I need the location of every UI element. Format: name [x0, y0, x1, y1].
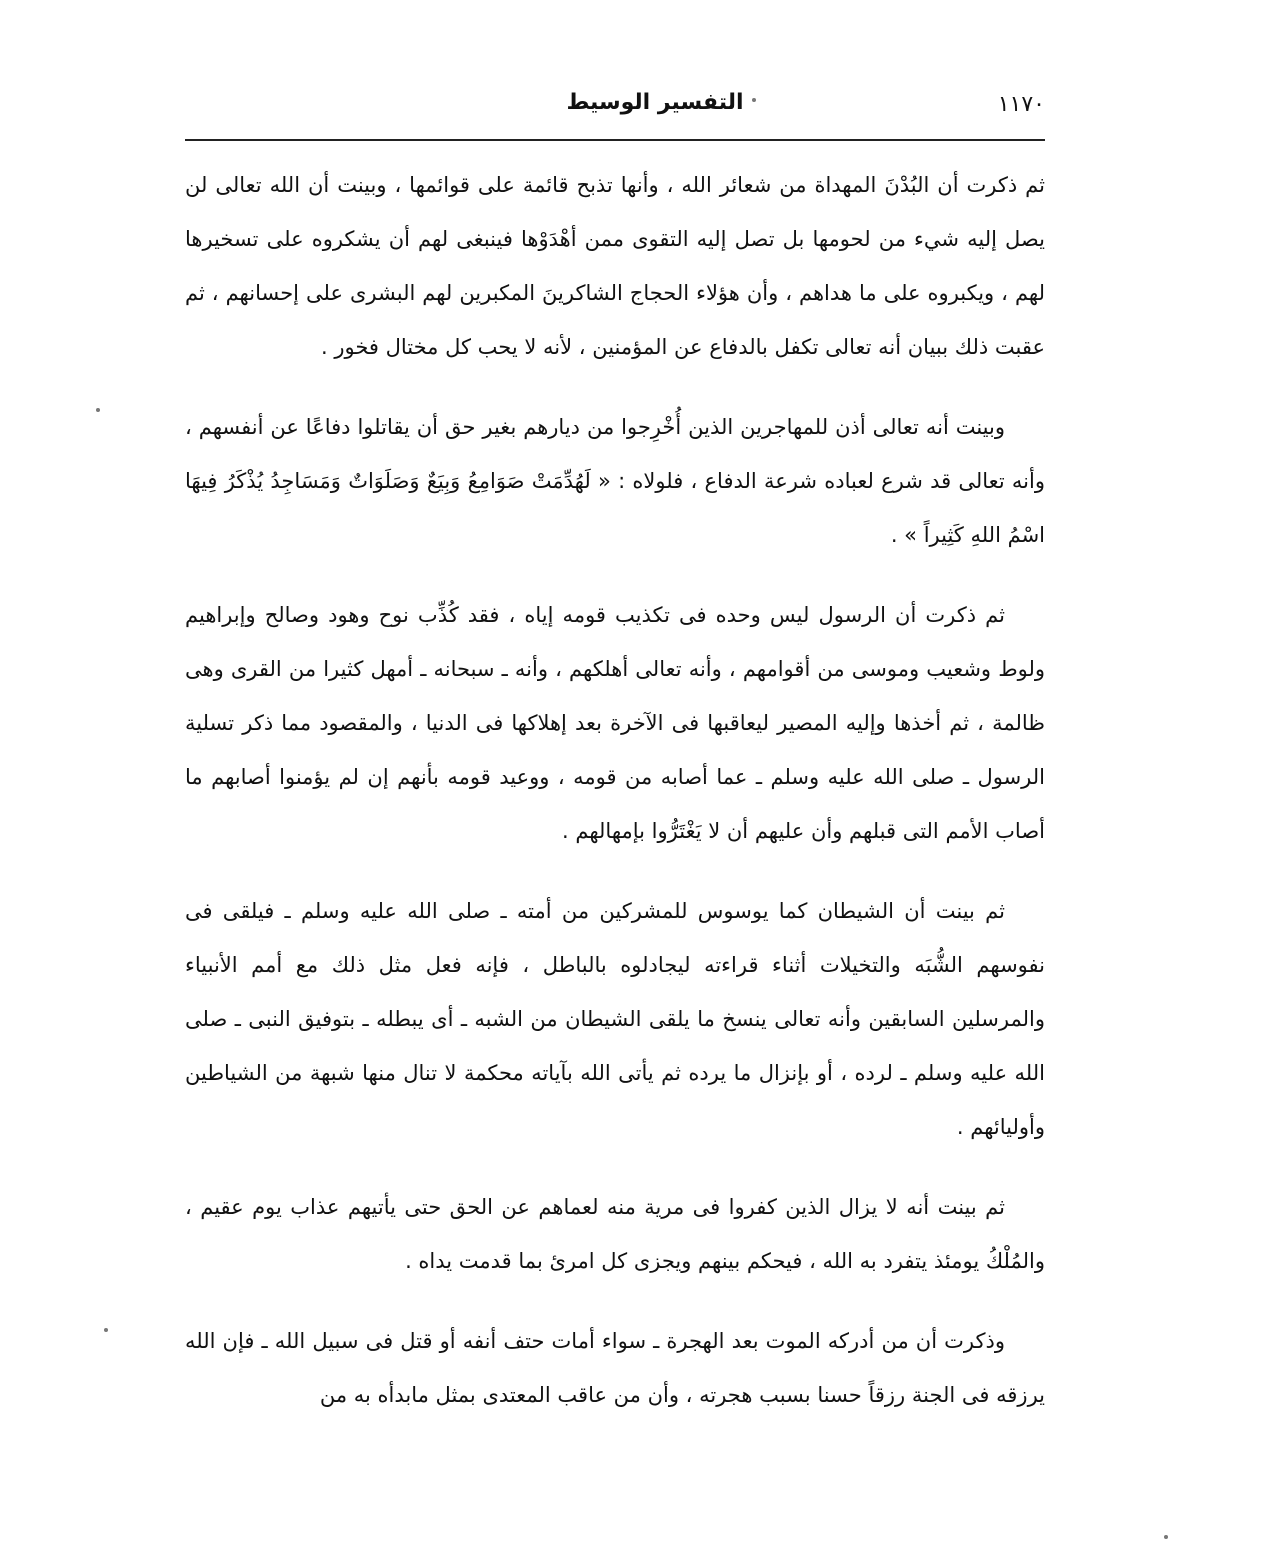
page-header: [185, 90, 1045, 130]
running-title: التفسير الوسيط: [566, 90, 744, 115]
scan-speck: [104, 1328, 108, 1332]
header-rule: [185, 139, 1045, 141]
paragraph-4: ثم بينت أن الشيطان كما يوسوس للمشركين من أمته ـ صلى الله عليه وسلم ـ فيلقى فى نفوسهم الشُّبَه والتخيلات أثناء قراءته ليجادلوه بالباطل ، فإنه فعل مثل ذلك مع أمم الأنبياء والمرسلين السابقين وأنه تعالى ينسخ ما يلقى الشيطان من الشبه ـ أى يبطله ـ بتوفيق النبى ـ صلى الله عليه وسلم ـ لرده ، أو بإنزال ما يرده ثم يأتى الله بآياته محكمة لا تنال منها شبهة من الشياطين وأوليائهم .: [185, 899, 1045, 1139]
paragraph-3: ثم ذكرت أن الرسول ليس وحده فى تكذيب قومه إياه ، فقد كُذِّب نوح وهود وصالح وإبراهيم ولوط وشعيب وموسى من أقوامهم ، وأنه تعالى أهلكهم ، وأنه ـ سبحانه ـ أمهل كثيرا من القرى وهى ظالمة ، ثم أخذها وإليه المصير ليعاقبها فى الآخرة بعد إهلاكها فى الدنيا ، والمقصود مما ذكر تسلية الرسول ـ صلى الله عليه وسلم ـ عما أصابه من قومه ، ووعيد قومه بأنهم إن لم يؤمنوا أصابهم ما أصاب الأمم التى قبلهم وأن عليهم أن لا يَغْتَرُّوا بإمهالهم .: [185, 603, 1045, 843]
scan-speck: [96, 408, 100, 412]
paragraph-2: وبينت أنه تعالى أذن للمهاجرين الذين أُخْرِجوا من ديارهم بغير حق أن يقاتلوا دفاعًا عن أنفسهم ، وأنه تعالى قد شرع لعباده شرعة الدفاع ، فلولاه : « لَهُدِّمَتْ صَوَامِعُ وَبِيَعٌ وَصَلَوَاتٌ وَمَسَاجِدُ يُذْكَرُ فِيهَا اسْمُ اللهِ كَثِيراً » .: [185, 415, 1045, 547]
paragraph-1: ثم ذكرت أن البُدْنَ المهداة من شعائر الله ، وأنها تذبح قائمة على قوائمها ، وبينت أن الله تعالى لن يصل إليه شيء من لحومها بل تصل إليه التقوى ممن أهْدَوْها فينبغى لهم أن يشكروه على تسخيرها لهم ، ويكبروه على ما هداهم ، وأن هؤلاء الحجاج الشاكرينَ المكبرين لهم البشرى على إحسانهم ، ثم عقبت ذلك ببيان أنه تعالى تكفل بالدفاع عن المؤمنين ، لأنه لا يحب كل مختال فخور .: [185, 173, 1045, 359]
book-page: [185, 80, 1045, 1520]
paragraph-6: وذكرت أن من أدركه الموت بعد الهجرة ـ سواء أمات حتف أنفه أو قتل فى سبيل الله ـ فإن الله يرزقه فى الجنة رزقاً حسنا بسبب هجرته ، وأن من عاقب المعتدى بمثل مابدأه به من: [185, 1329, 1045, 1407]
page-number: ١١٧٠: [997, 92, 1045, 117]
paragraph-5: ثم بينت أنه لا يزال الذين كفروا فى مرية منه لعماهم عن الحق حتى يأتيهم عذاب يوم عقيم ، والمُلْكُ يومئذ يتفرد به الله ، فيحكم بينهم ويجزى كل امرئ بما قدمت يداه .: [185, 1195, 1045, 1273]
page-body: [185, 158, 1045, 1448]
scan-speck: [1164, 1535, 1168, 1539]
scan-speck: [752, 98, 756, 102]
